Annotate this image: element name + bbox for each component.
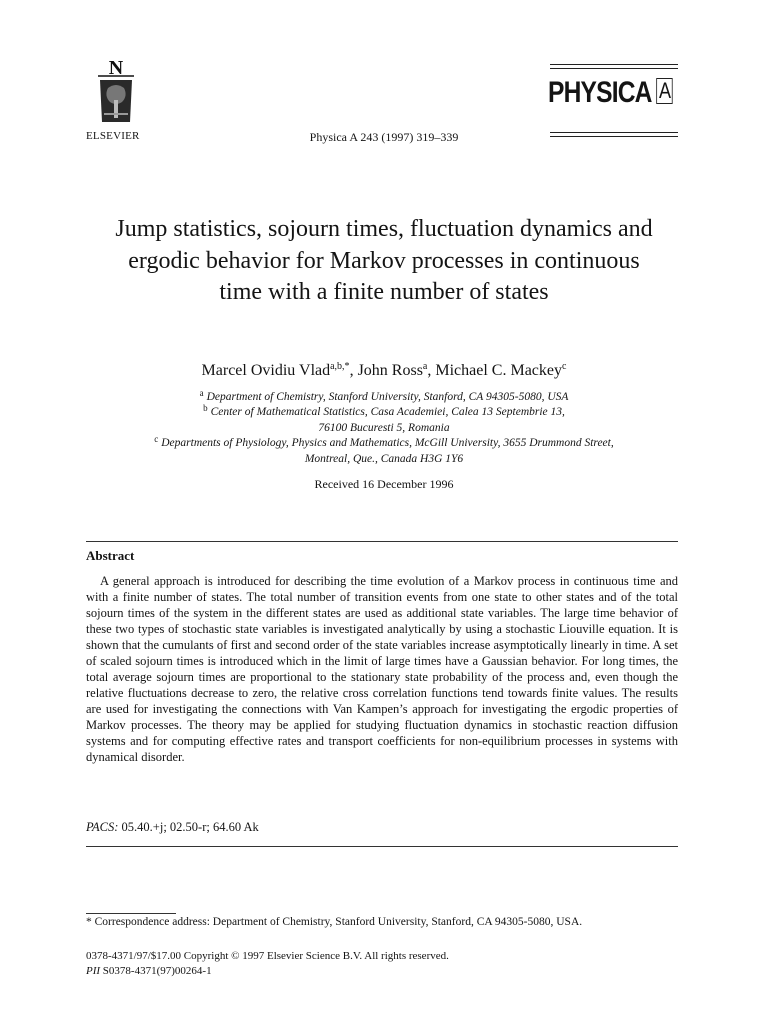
journal-logo [548,76,673,110]
affiliation-b [0,401,768,436]
journal-name: PHYSICA [548,76,652,109]
abstract-top-rule [86,541,678,542]
abstract-heading: Abstract [86,548,135,563]
author-affiliation-marks: a [422,361,428,372]
pii-line [86,965,212,977]
affiliation-mark: c [154,434,159,444]
affiliation-c [0,432,768,467]
author-affiliation-marks: a,b,* [330,361,350,372]
pacs-label: PACS: [86,820,119,834]
affiliation-text-line2: 76100 Bucuresti 5, Romania [318,421,450,434]
affiliation-text: Departments of Physiology, Physics and Mathematics, McGill University, 3655 Drummond Street, [161,437,614,449]
masthead-rule-top [550,64,678,65]
correspondence-footnote: * Correspondence address: Department of Chemistry, Stanford University, Stanford, CA 94305-5080, USA. [86,916,583,928]
pacs-values: 05.40.+j; 02.50-r; 64.60 Ak [121,820,259,834]
abstract-bottom-rule [86,846,678,847]
affiliation-text: Center of Mathematical Statistics, Casa Academiei, Calea 13 Septembrie 13, [210,406,565,418]
affiliation-mark: b [203,403,208,413]
pii-label: PII [86,965,101,977]
publisher-name: ELSEVIER [86,130,140,142]
author-separator: , [427,362,436,379]
journal-citation: Physica A 243 (1997) 319–339 [309,130,459,144]
masthead-rule-bottom [550,132,678,133]
author-affiliation-marks: c [562,361,567,372]
masthead-rule-bottom-2 [550,136,678,137]
author-list [0,361,768,380]
footnote-rule [86,913,176,914]
author-name: Marcel Ovidiu Vlad [201,362,331,379]
affiliation-text-line2: Montreal, Que., Canada H3G 1Y6 [304,452,464,465]
copyright-line: 0378-4371/97/$17.00 Copyright © 1997 Elsevier Science B.V. All rights reserved. [86,950,449,962]
author-name: John Ross [357,362,423,379]
received-date: Received 16 December 1996 [314,477,454,491]
svg-text:N: N [108,57,124,79]
author-separator: , [349,362,358,379]
journal-section: A [657,78,673,104]
paper-title: Jump statistics, sojourn times, fluctuation dynamics and ergodic behavior for Markov processes in continuous time with a finite number of states [115,216,653,305]
affiliation-text: Department of Chemistry, Stanford University, Stanford, CA 94305-5080, USA [206,391,569,403]
affiliation-mark: a [199,388,204,398]
abstract-body: A general approach is introduced for describing the time evolution of a Markov process in continuous time and with a finite number of states. The total number of transition events from one state to other states and of the total sojourn times of the system in the different states are used as additional state variables. The large time behavior of these two types of stochastic state variables is investigated analytically by using a stochastic Liouville equation. It is shown that the cumulants of first and second order of the state variables increase asymptotically linearly in time. A set of scaled sojourn times is introduced which in the limit of large times have a Gaussian behavior. For long times, the total average sojourn times are proportional to the stationary state probability of the process and, even though the relative fluctuations decrease to zero, the relative cross correlation functions tend towards finite values. The results are used for investigating the connections with Van Kampen’s approach for investigating the ergodic properties of Markov processes. The theory may be applied for studying fluctuation dynamics in stochastic reaction diffusion systems and for computing effective rates and transport coefficients for non-equilibrium processes in systems with dynamical disorder. [86,574,678,764]
masthead-rule-top-2 [550,68,678,69]
pii-code: S0378-4371(97)00264-1 [102,965,212,977]
pacs-codes [86,820,259,835]
author-name: Michael C. Mackey [435,362,562,379]
elsevier-tree-logo [88,52,144,132]
